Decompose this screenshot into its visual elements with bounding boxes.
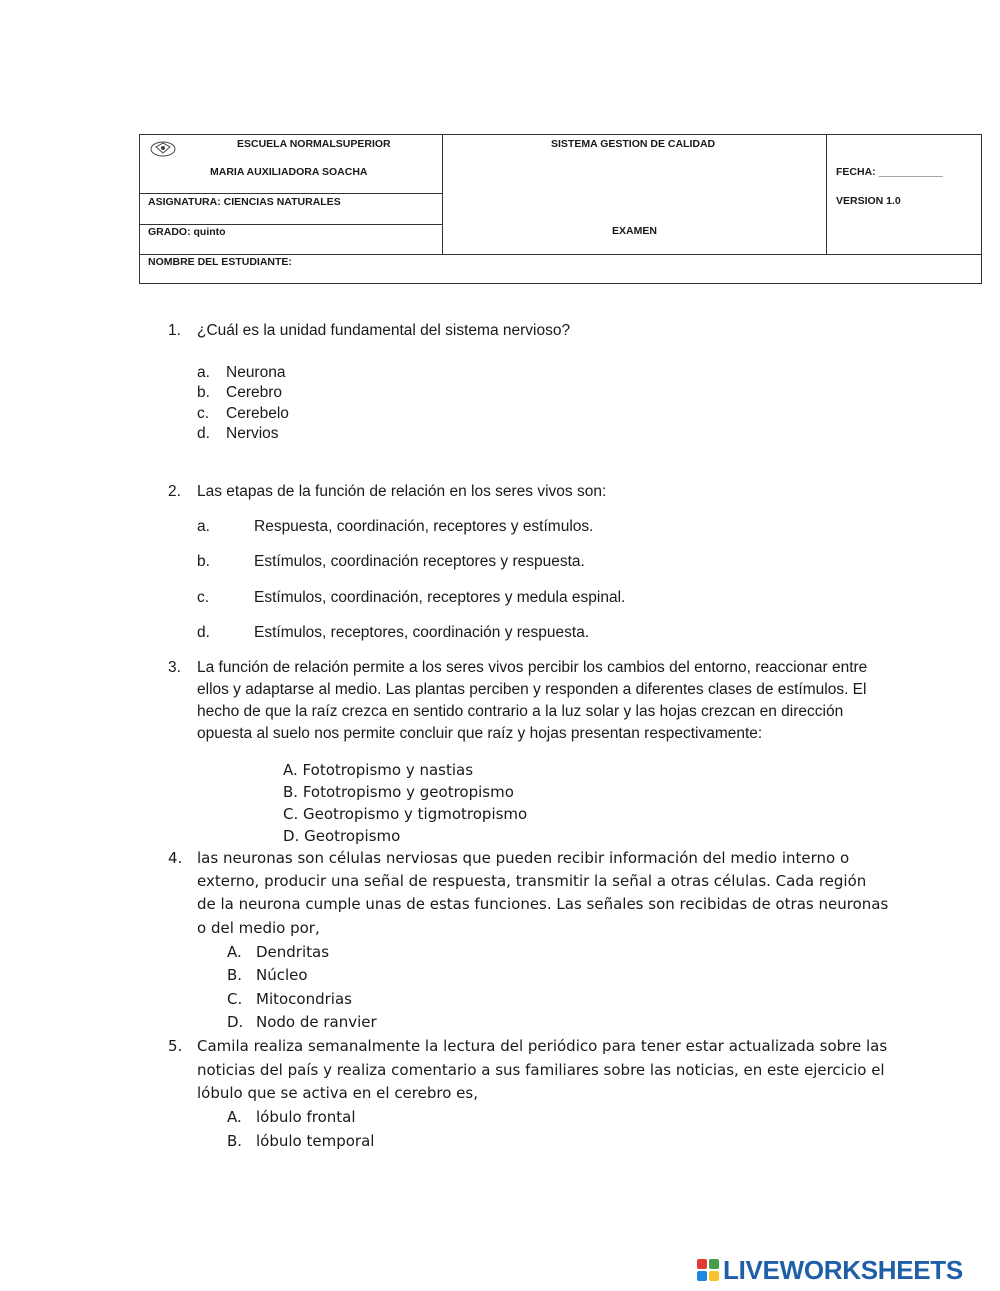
option-letter: D. [283, 827, 300, 845]
option-text: lóbulo frontal [256, 1108, 356, 1126]
divider [442, 135, 443, 254]
system-title: SISTEMA GESTION DE CALIDAD [551, 138, 716, 150]
divider [140, 254, 981, 255]
option-text: Nervios [226, 425, 279, 442]
option-letter: D. [227, 1013, 244, 1031]
option-letter: c. [197, 405, 210, 422]
school-logo-icon [150, 139, 176, 157]
option[interactable] [197, 589, 626, 607]
question-text-line: o del medio por, [197, 919, 320, 937]
question-text-line: opuesta al suelo nos permite concluir que raíz y hojas presentan respectivamente: [197, 725, 763, 742]
option[interactable] [227, 1132, 375, 1150]
divider [826, 135, 827, 254]
option-text: Fototropismo y geotropismo [302, 783, 514, 801]
option-text: Estímulos, coordinación, receptores y medula espinal. [254, 589, 626, 606]
examen-label: EXAMEN [612, 225, 657, 237]
option[interactable] [227, 943, 330, 961]
option[interactable] [283, 783, 514, 801]
option[interactable] [197, 384, 282, 402]
question-text-line: externo, producir una señal de respuesta, transmitir la señal a otras células. Cada región [197, 872, 867, 890]
option[interactable] [283, 805, 527, 823]
option-text: Geotropismo y tigmotropismo [303, 805, 528, 823]
option-letter: B. [227, 1132, 243, 1150]
option-letter: a. [197, 364, 210, 381]
option-letter: d. [197, 624, 210, 641]
version-label: VERSION 1.0 [836, 195, 901, 207]
student-name-field: NOMBRE DEL ESTUDIANTE: [148, 256, 292, 268]
option-text: lóbulo temporal [256, 1132, 375, 1150]
question-text-line: noticias del país y realiza comentario a sus familiares sobre las noticias, en este ejercicio el [197, 1061, 885, 1079]
option-letter: b. [197, 553, 210, 570]
question-number: 2. [168, 483, 181, 500]
divider [140, 224, 442, 225]
question-text-line: ellos y adaptarse al medio. Las plantas perciben y responden a diferentes clases de estímulos. El [197, 681, 867, 698]
option-letter: A. [283, 761, 298, 779]
fecha-field: FECHA: ___________ [836, 166, 943, 178]
option-letter: b. [197, 384, 210, 401]
option[interactable] [197, 425, 279, 443]
option[interactable] [283, 827, 400, 845]
grado-label: GRADO: quinto [148, 226, 226, 238]
divider [140, 193, 442, 194]
option[interactable] [227, 1108, 356, 1126]
asignatura-label: ASIGNATURA: CIENCIAS NATURALES [148, 196, 341, 208]
brand-blocks-icon [697, 1259, 719, 1281]
option-text: Nodo de ranvier [256, 1013, 377, 1031]
option-text: Respuesta, coordinación, receptores y estímulos. [254, 518, 594, 535]
option-text: Dendritas [256, 943, 330, 961]
question-text-line: hecho de que la raíz crezca en sentido contrario a la luz solar y las hojas crezcan en dirección [197, 703, 844, 720]
option[interactable] [197, 364, 286, 382]
option[interactable] [197, 405, 289, 423]
option-letter: c. [197, 589, 210, 606]
question-number: 4. [168, 849, 183, 867]
liveworksheets-logo[interactable] [697, 1255, 963, 1285]
option-text: Estímulos, receptores, coordinación y respuesta. [254, 624, 590, 641]
option[interactable] [197, 553, 585, 571]
option-letter: A. [227, 943, 242, 961]
option[interactable] [197, 624, 590, 642]
option-text: Geotropismo [304, 827, 401, 845]
option-text: Fototropismo y nastias [302, 761, 474, 779]
question-text-line: Camila realiza semanalmente la lectura del periódico para tener estar actualizada sobre las [197, 1037, 888, 1055]
question-number: 1. [168, 322, 181, 339]
option[interactable] [227, 966, 308, 984]
option-letter: B. [283, 783, 299, 801]
option[interactable] [227, 990, 352, 1008]
school-name-line2: MARIA AUXILIADORA SOACHA [210, 166, 368, 178]
question-number: 3. [168, 659, 181, 676]
option[interactable] [283, 761, 473, 779]
question-text-line: las neuronas son células nerviosas que pueden recibir información del medio interno o [197, 849, 850, 867]
option-letter: d. [197, 425, 210, 442]
option[interactable] [197, 518, 594, 536]
option-letter: C. [283, 805, 299, 823]
school-name-line1: ESCUELA NORMALSUPERIOR [237, 138, 391, 150]
option-text: Cerebelo [226, 405, 289, 422]
option-text: Estímulos, coordinación receptores y respuesta. [254, 553, 585, 570]
question-text-line: La función de relación permite a los seres vivos percibir los cambios del entorno, reaccionar entre [197, 659, 868, 676]
option-letter: a. [197, 518, 210, 535]
brand-text: LIVEWORKSHEETS [723, 1254, 963, 1285]
header-table [139, 134, 982, 284]
option-letter: A. [227, 1108, 242, 1126]
option-text: Cerebro [226, 384, 282, 401]
option-text: Mitocondrias [256, 990, 352, 1008]
option-letter: B. [227, 966, 243, 984]
option-text: Neurona [226, 364, 286, 381]
option-letter: C. [227, 990, 243, 1008]
option-text: Núcleo [256, 966, 308, 984]
question-text: Las etapas de la función de relación en los seres vivos son: [197, 483, 607, 500]
option[interactable] [227, 1013, 377, 1031]
question-text: ¿Cuál es la unidad fundamental del sistema nervioso? [197, 322, 571, 339]
question-text-line: lóbulo que se activa en el cerebro es, [197, 1084, 478, 1102]
question-text-line: de la neurona cumple unas de estas funciones. Las señales son recibidas de otras neuronas [197, 895, 889, 913]
question-number: 5. [168, 1037, 183, 1055]
